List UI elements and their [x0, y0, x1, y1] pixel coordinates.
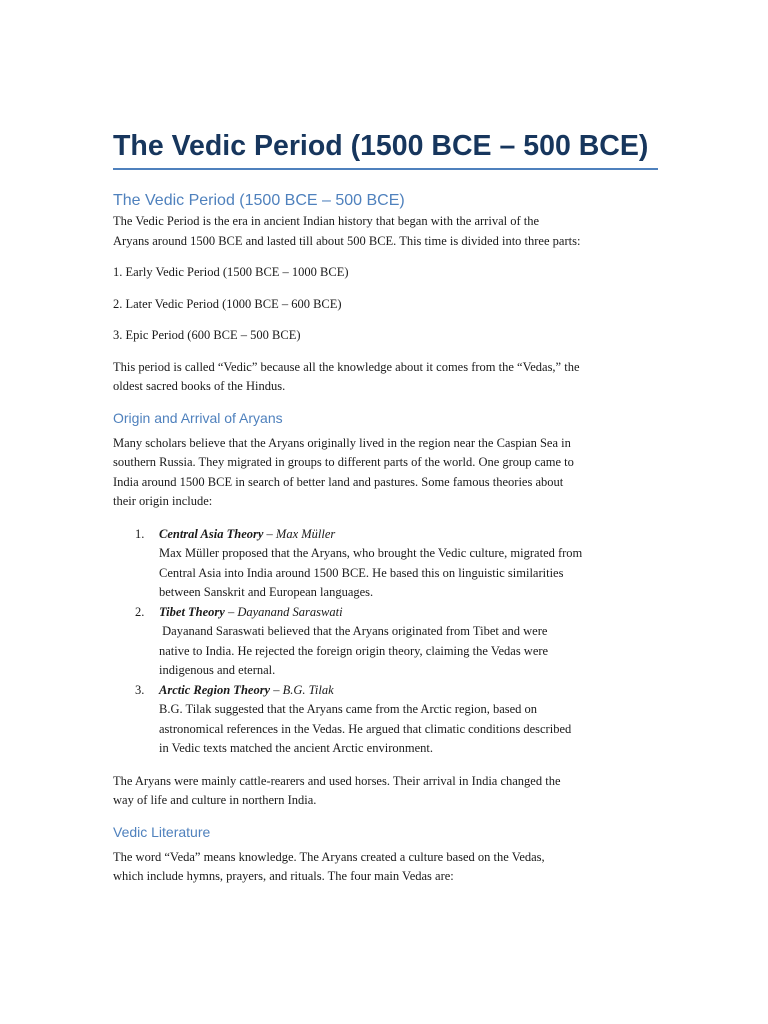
theory-description: [159, 700, 658, 759]
theory-name: Central Asia Theory: [159, 526, 264, 541]
list-number: 1.: [135, 526, 145, 541]
literature-paragraph: [113, 848, 658, 887]
theories-list: [113, 525, 658, 759]
theory-item: [113, 681, 658, 759]
document-page: [113, 128, 658, 887]
paragraph-line: Central Asia into India around 1500 BCE. He based this on linguistic similarities: [159, 565, 564, 580]
paragraph-line: between Sanskrit and European languages.: [159, 585, 374, 599]
theory-separator: –: [263, 526, 276, 541]
paragraph-line: native to India. He rejected the foreign origin theory, claiming the Vedas were: [159, 643, 549, 658]
paragraph-line: southern Russia. They migrated in groups to different parts of the world. One group came to: [113, 455, 574, 469]
theory-author: B.G. Tilak: [282, 682, 334, 697]
aryans-outro-paragraph: [113, 772, 658, 811]
paragraph-line: The Aryans were mainly cattle-rearers and used horses. Their arrival in India changed the: [113, 773, 561, 788]
paragraph-line: Dayanand Saraswati believed that the Aryans originated from Tibet and were: [159, 624, 548, 638]
period-part-item: 1. Early Vedic Period (1500 BCE – 1000 BCE): [113, 265, 349, 279]
theory-item: [113, 603, 658, 681]
intro-paragraph: [113, 212, 658, 251]
paragraph-line: astronomical references in the Vedas. He argued that climatic conditions described: [159, 721, 572, 736]
intro-line: Aryans around 1500 BCE and lasted till about 500 BCE. This time is divided into three parts:: [113, 233, 581, 248]
theory-name: Tibet Theory: [159, 604, 225, 619]
theory-author: Max Müller: [275, 526, 336, 541]
paragraph-line: Many scholars believe that the Aryans originally lived in the region near the Caspian Sea in: [113, 435, 571, 450]
theory-separator: –: [270, 682, 283, 697]
theory-separator: –: [224, 604, 238, 619]
theory-name: Arctic Region Theory: [159, 682, 271, 697]
paragraph-line: oldest sacred books of the Hindus.: [113, 379, 286, 393]
list-number: 2.: [135, 604, 145, 619]
paragraph-line: indigenous and eternal.: [159, 663, 276, 677]
section-origin-aryans: [113, 408, 658, 811]
theory-title-line: [159, 681, 658, 701]
paragraph-line: The word “Veda” means knowledge. The Aryans created a culture based on the Vedas,: [113, 849, 545, 864]
paragraph-line: in Vedic texts matched the ancient Arctic environment.: [159, 741, 433, 755]
section-heading-literature: Vedic Literature: [113, 823, 211, 840]
intro-line: The Vedic Period is the era in ancient Indian history that began with the arrival of the: [113, 214, 540, 228]
section-vedic-period: [113, 190, 658, 397]
vedic-name-paragraph: [113, 358, 658, 397]
section-heading-vedic-period: The Vedic Period (1500 BCE – 500 BCE): [113, 192, 405, 209]
document-title: The Vedic Period (1500 BCE – 500 BCE): [113, 128, 658, 170]
theory-description: [159, 544, 658, 603]
theory-title-line: [159, 603, 658, 623]
theory-title-line: [159, 525, 658, 545]
theory-description: [159, 622, 658, 681]
theory-author: Dayanand Saraswati: [237, 604, 343, 619]
paragraph-line: way of life and culture in northern India.: [113, 793, 317, 807]
paragraph-line: their origin include:: [113, 494, 213, 508]
paragraph-line: B.G. Tilak suggested that the Aryans came from the Arctic region, based on: [159, 702, 538, 716]
origin-intro-paragraph: [113, 434, 658, 512]
paragraph-line: India around 1500 BCE in search of better land and pastures. Some famous theories about: [113, 474, 564, 489]
section-heading-origin: Origin and Arrival of Aryans: [113, 409, 283, 426]
period-part-item: 3. Epic Period (600 BCE – 500 BCE): [113, 328, 301, 342]
paragraph-line: Max Müller proposed that the Aryans, who brought the Vedic culture, migrated from: [159, 546, 583, 560]
paragraph-line: which include hymns, prayers, and rituals. The four main Vedas are:: [113, 869, 454, 883]
list-number: 3.: [135, 682, 145, 697]
paragraph-line: This period is called “Vedic” because all the knowledge about it comes from the “Vedas,” the: [113, 359, 580, 374]
theory-item: [113, 525, 658, 603]
period-part-item: 2. Later Vedic Period (1000 BCE – 600 BCE): [113, 296, 342, 311]
section-vedic-literature: [113, 822, 658, 887]
